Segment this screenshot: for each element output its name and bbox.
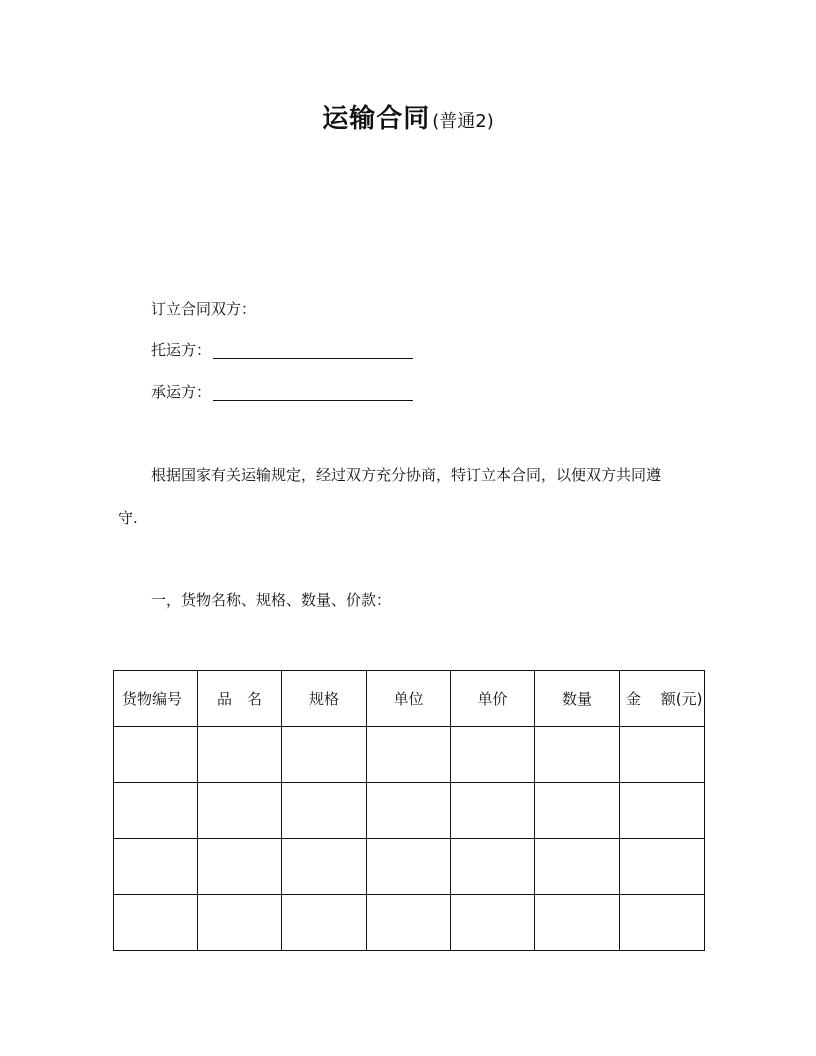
table-cell[interactable]	[451, 895, 535, 951]
section-1-heading: 一，货物名称、规格、数量、价款：	[151, 591, 392, 609]
table-cell[interactable]	[114, 783, 198, 839]
table-cell[interactable]	[620, 839, 705, 895]
header-specification: 规格	[282, 671, 367, 727]
parties-heading: 订立合同双方：	[151, 300, 257, 318]
table-cell[interactable]	[198, 727, 282, 783]
table-cell[interactable]	[367, 727, 451, 783]
table-cell[interactable]	[451, 727, 535, 783]
shipper-label: 托运方：	[151, 341, 212, 359]
carrier-line	[151, 381, 413, 402]
table-cell[interactable]	[282, 839, 367, 895]
header-amount: 金 额(元)	[620, 671, 705, 727]
table-cell[interactable]	[620, 727, 705, 783]
goods-table	[113, 670, 705, 951]
title-main: 运输合同	[322, 104, 431, 134]
header-unit: 单位	[367, 671, 451, 727]
table-cell[interactable]	[282, 783, 367, 839]
table-row	[114, 783, 705, 839]
carrier-blank-field[interactable]	[213, 384, 413, 401]
table-cell[interactable]	[367, 839, 451, 895]
title-subtitle: (普通2)	[432, 111, 494, 132]
table-cell[interactable]	[198, 895, 282, 951]
table-cell[interactable]	[114, 839, 198, 895]
table-cell[interactable]	[198, 839, 282, 895]
shipper-blank-field[interactable]	[213, 342, 413, 359]
preamble-line-1: 根据国家有关运输规定，经过双方充分协商，特订立本合同，以便双方共同遵	[151, 466, 662, 484]
contract-title	[0, 98, 816, 135]
preamble-line-2: 守.	[118, 509, 138, 527]
table-cell[interactable]	[535, 839, 620, 895]
table-cell[interactable]	[114, 727, 198, 783]
shipper-line	[151, 339, 413, 360]
table-cell[interactable]	[535, 783, 620, 839]
table-cell[interactable]	[282, 895, 367, 951]
header-goods-number: 货物编号	[114, 671, 198, 727]
header-goods-name: 品 名	[198, 671, 282, 727]
table-cell[interactable]	[198, 783, 282, 839]
carrier-label: 承运方：	[151, 383, 212, 401]
table-cell[interactable]	[282, 727, 367, 783]
table-cell[interactable]	[535, 727, 620, 783]
table-row	[114, 727, 705, 783]
table-row	[114, 895, 705, 951]
header-quantity: 数量	[535, 671, 620, 727]
table-row	[114, 839, 705, 895]
table-header-row	[114, 671, 705, 727]
table-cell[interactable]	[535, 895, 620, 951]
table-cell[interactable]	[114, 895, 198, 951]
table-cell[interactable]	[620, 895, 705, 951]
table-cell[interactable]	[367, 783, 451, 839]
table-cell[interactable]	[451, 839, 535, 895]
table-cell[interactable]	[367, 895, 451, 951]
table-cell[interactable]	[451, 783, 535, 839]
table-cell[interactable]	[620, 783, 705, 839]
header-unit-price: 单价	[451, 671, 535, 727]
